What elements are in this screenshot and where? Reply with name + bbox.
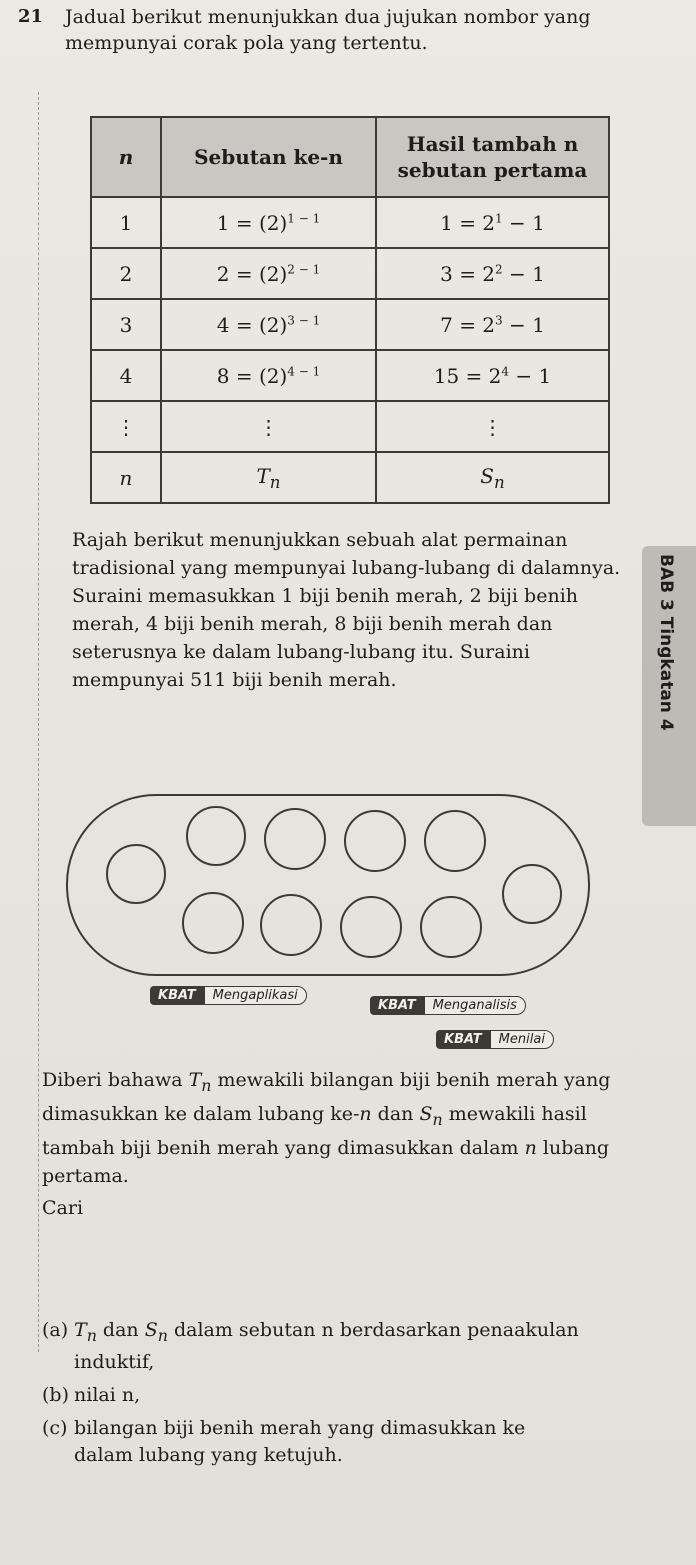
- sequence-table: [90, 116, 610, 504]
- hole: [420, 896, 482, 958]
- question-b: (b) nilai n,: [42, 1383, 141, 1406]
- congkak-board-illustration: [66, 794, 590, 976]
- table-row-general: [91, 452, 609, 503]
- margin-dashed-line: [38, 92, 39, 1352]
- hole: [264, 808, 326, 870]
- hole: [106, 844, 166, 904]
- hole: [260, 894, 322, 956]
- table-row: [91, 248, 609, 299]
- cell-sum: $15 = 2^4 - 1$: [376, 350, 609, 401]
- table-row: [91, 299, 609, 350]
- cell-n: 2: [91, 248, 161, 299]
- hole: [502, 864, 562, 924]
- table-row: [91, 350, 609, 401]
- hole: [186, 806, 246, 866]
- chapter-side-tab: [642, 546, 696, 826]
- cell-sum: $S_n$: [376, 452, 609, 503]
- header-sum: Hasil tambah n sebutan pertama: [376, 117, 609, 197]
- hole: [424, 810, 486, 872]
- description-paragraph: Rajah berikut menunjukkan sebuah alat permainan tradisional yang mempunyai lubang-lubang di dalamnya. Suraini memasukkan 1 biji benih merah, 2 biji benih merah, 4 biji benih merah, 8 biji benih merah dan seterusnya ke dalam lubang-lubang itu. Suraini mempunyai 511 biji benih merah.: [72, 529, 621, 691]
- kbat-badge-mengaplikasi: KBAT Mengaplikasi: [150, 986, 307, 1005]
- question-intro: Jadual berikut menunjukkan dua jujukan nombor yang mempunyai corak pola yang tertentu.: [65, 6, 591, 54]
- task-statement: Diberi bahawa $T_n$ mewakili bilangan biji benih merah yang dimasukkan ke dalam lubang ke-n dan $S_n$ mewakili hasil tambah biji benih merah yang dimasukkan dalam n lubang pertama. Cari: [42, 1066, 642, 1222]
- cell-n: 4: [91, 350, 161, 401]
- cari-label: Cari: [42, 1196, 84, 1219]
- chapter-label: BAB 3 Tingkatan 4: [656, 554, 676, 731]
- cell-term: $8 = (2)^{4 - 1}$: [161, 350, 376, 401]
- cell-n: n: [91, 452, 161, 503]
- table-row: [91, 197, 609, 248]
- header-term: Sebutan ke-n: [161, 117, 376, 197]
- question-number: 21: [18, 6, 44, 27]
- hole: [344, 810, 406, 872]
- cell-term: $1 = (2)^{1 - 1}$: [161, 197, 376, 248]
- cell-n: 1: [91, 197, 161, 248]
- table-row-ellipsis: ⋮ ⋮ ⋮: [91, 401, 609, 452]
- question-list: [42, 1317, 642, 1469]
- cell-n: 3: [91, 299, 161, 350]
- question-a: (a) $T_n$ dan $S_n$ dalam sebutan n berdasarkan penaakulan induktif,: [42, 1319, 579, 1373]
- table-header-row: [91, 117, 609, 197]
- kbat-badge-menilai: KBAT Menilai: [436, 1030, 554, 1049]
- question-c: (c) bilangan biji benih merah yang dimasukkan ke dalam lubang yang ketujuh.: [42, 1416, 526, 1466]
- kbat-badge-menganalisis: KBAT Menganalisis: [370, 996, 526, 1015]
- hole: [182, 892, 244, 954]
- cell-sum: $7 = 2^3 - 1$: [376, 299, 609, 350]
- header-n: n: [91, 117, 161, 197]
- cell-sum: $3 = 2^2 - 1$: [376, 248, 609, 299]
- cell-term: $T_n$: [161, 452, 376, 503]
- hole: [340, 896, 402, 958]
- cell-sum: $1 = 2^1 - 1$: [376, 197, 609, 248]
- cell-term: $2 = (2)^{2 - 1}$: [161, 248, 376, 299]
- cell-term: $4 = (2)^{3 - 1}$: [161, 299, 376, 350]
